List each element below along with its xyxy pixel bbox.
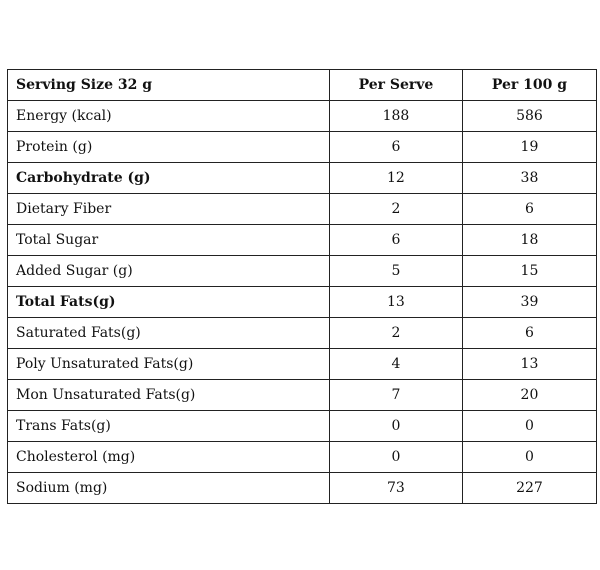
table-body (8, 101, 597, 504)
table-row (8, 225, 597, 256)
table-row (8, 101, 597, 132)
per-serve-value: 5 (329, 256, 462, 287)
table-row (8, 380, 597, 411)
nutrient-name: Sodium (mg) (8, 473, 330, 504)
nutrient-name: Mon Unsaturated Fats(g) (8, 380, 330, 411)
table-row (8, 287, 597, 318)
per-serve-value: 0 (329, 442, 462, 473)
per-serve-value: 13 (329, 287, 462, 318)
header-serving-size: Serving Size 32 g (8, 70, 330, 101)
table-row (8, 194, 597, 225)
header-per-serve: Per Serve (329, 70, 462, 101)
per-100g-value: 38 (462, 163, 596, 194)
header-per-100g: Per 100 g (462, 70, 596, 101)
nutrient-name: Added Sugar (g) (8, 256, 330, 287)
per-100g-value: 586 (462, 101, 596, 132)
table-row (8, 163, 597, 194)
nutrient-name: Trans Fats(g) (8, 411, 330, 442)
nutrient-name: Saturated Fats(g) (8, 318, 330, 349)
per-serve-value: 2 (329, 318, 462, 349)
per-100g-value: 39 (462, 287, 596, 318)
nutrition-facts-table (7, 69, 597, 504)
per-serve-value: 0 (329, 411, 462, 442)
per-100g-value: 18 (462, 225, 596, 256)
per-serve-value: 12 (329, 163, 462, 194)
table-row (8, 473, 597, 504)
per-serve-value: 6 (329, 225, 462, 256)
nutrient-name: Cholesterol (mg) (8, 442, 330, 473)
table-row (8, 442, 597, 473)
per-serve-value: 188 (329, 101, 462, 132)
per-serve-value: 2 (329, 194, 462, 225)
per-100g-value: 227 (462, 473, 596, 504)
per-100g-value: 13 (462, 349, 596, 380)
nutrient-name: Poly Unsaturated Fats(g) (8, 349, 330, 380)
per-100g-value: 6 (462, 194, 596, 225)
nutrient-name: Protein (g) (8, 132, 330, 163)
per-100g-value: 19 (462, 132, 596, 163)
per-100g-value: 0 (462, 442, 596, 473)
table-row (8, 349, 597, 380)
per-serve-value: 4 (329, 349, 462, 380)
nutrient-name: Carbohydrate (g) (8, 163, 330, 194)
table-row (8, 256, 597, 287)
nutrient-name: Energy (kcal) (8, 101, 330, 132)
per-100g-value: 15 (462, 256, 596, 287)
table-header (8, 70, 597, 101)
per-100g-value: 0 (462, 411, 596, 442)
nutrient-name: Total Fats(g) (8, 287, 330, 318)
nutrient-name: Dietary Fiber (8, 194, 330, 225)
table-row (8, 411, 597, 442)
table-row (8, 318, 597, 349)
per-serve-value: 7 (329, 380, 462, 411)
per-100g-value: 6 (462, 318, 596, 349)
per-serve-value: 6 (329, 132, 462, 163)
table-row (8, 132, 597, 163)
header-row (8, 70, 597, 101)
nutrient-name: Total Sugar (8, 225, 330, 256)
per-100g-value: 20 (462, 380, 596, 411)
per-serve-value: 73 (329, 473, 462, 504)
